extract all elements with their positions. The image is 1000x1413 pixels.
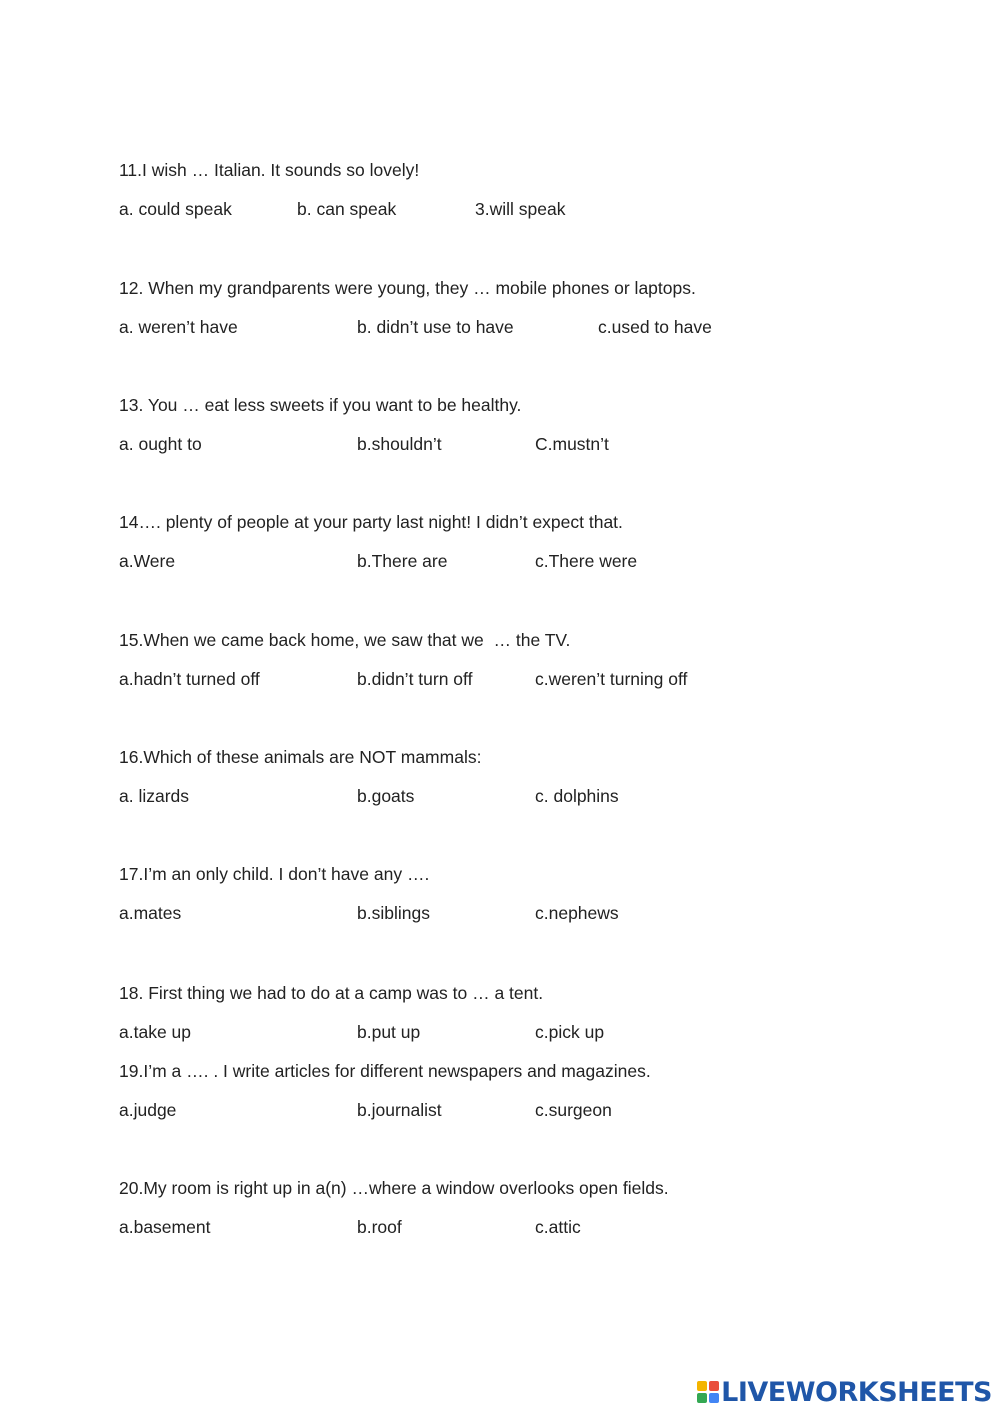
logo-icon [697, 1381, 719, 1403]
question-17: 17.I’m an only child. I don’t have any …. [119, 864, 430, 884]
question-15: 15.When we came back home, we saw that we … the TV. [119, 630, 571, 650]
option-12-c[interactable]: c.used to have [598, 317, 712, 337]
option-14-a[interactable]: a.Were [119, 551, 176, 571]
question-18: 18. First thing we had to do at a camp was to … a tent. [119, 983, 544, 1003]
logo-square-green [697, 1393, 707, 1403]
option-15-a[interactable]: a.hadn’t turned off [119, 669, 260, 689]
option-11-b[interactable]: b. can speak [297, 199, 397, 219]
question-19: 19.I’m a …. . I write articles for different newspapers and magazines. [119, 1061, 651, 1081]
option-20-a[interactable]: a.basement [119, 1217, 211, 1237]
question-20: 20.My room is right up in a(n) …where a window overlooks open fields. [119, 1178, 669, 1198]
question-14: 14…. plenty of people at your party last night! I didn’t expect that. [119, 512, 623, 532]
option-17-a[interactable]: a.mates [119, 903, 182, 923]
option-18-c[interactable]: c.pick up [535, 1022, 605, 1042]
logo-square-yellow [697, 1381, 707, 1391]
question-16: 16.Which of these animals are NOT mammals: [119, 747, 482, 767]
option-14-b[interactable]: b.There are [357, 551, 448, 571]
option-17-b[interactable]: b.siblings [357, 903, 430, 923]
option-20-b[interactable]: b.roof [357, 1217, 402, 1237]
option-15-c[interactable]: c.weren’t turning off [535, 669, 688, 689]
option-13-b[interactable]: b.shouldn’t [357, 434, 442, 454]
option-19-b[interactable]: b.journalist [357, 1100, 442, 1120]
logo-square-blue [709, 1393, 719, 1403]
option-20-c[interactable]: c.attic [535, 1217, 581, 1237]
question-11: 11.I wish … Italian. It sounds so lovely! [119, 160, 420, 180]
option-19-c[interactable]: c.surgeon [535, 1100, 612, 1120]
option-16-b[interactable]: b.goats [357, 786, 415, 806]
question-13: 13. You … eat less sweets if you want to be healthy. [119, 395, 522, 415]
option-12-b[interactable]: b. didn’t use to have [357, 317, 514, 337]
option-11-a[interactable]: a. could speak [119, 199, 232, 219]
option-15-b[interactable]: b.didn’t turn off [357, 669, 473, 689]
option-11-c[interactable]: 3.will speak [475, 199, 566, 219]
option-16-a[interactable]: a. lizards [119, 786, 190, 806]
option-18-b[interactable]: b.put up [357, 1022, 421, 1042]
option-13-c[interactable]: C.mustn’t [535, 434, 609, 454]
option-16-c[interactable]: c. dolphins [535, 786, 619, 806]
option-12-a[interactable]: a. weren’t have [119, 317, 238, 337]
liveworksheets-logo [697, 1375, 992, 1409]
brand-name: LIVEWORKSHEETS [721, 1376, 992, 1408]
question-12: 12. When my grandparents were young, they … mobile phones or laptops. [119, 278, 696, 298]
option-18-a[interactable]: a.take up [119, 1022, 191, 1042]
logo-square-red [709, 1381, 719, 1391]
option-19-a[interactable]: a.judge [119, 1100, 177, 1120]
option-14-c[interactable]: c.There were [535, 551, 638, 571]
option-13-a[interactable]: a. ought to [119, 434, 202, 454]
option-17-c[interactable]: c.nephews [535, 903, 619, 923]
